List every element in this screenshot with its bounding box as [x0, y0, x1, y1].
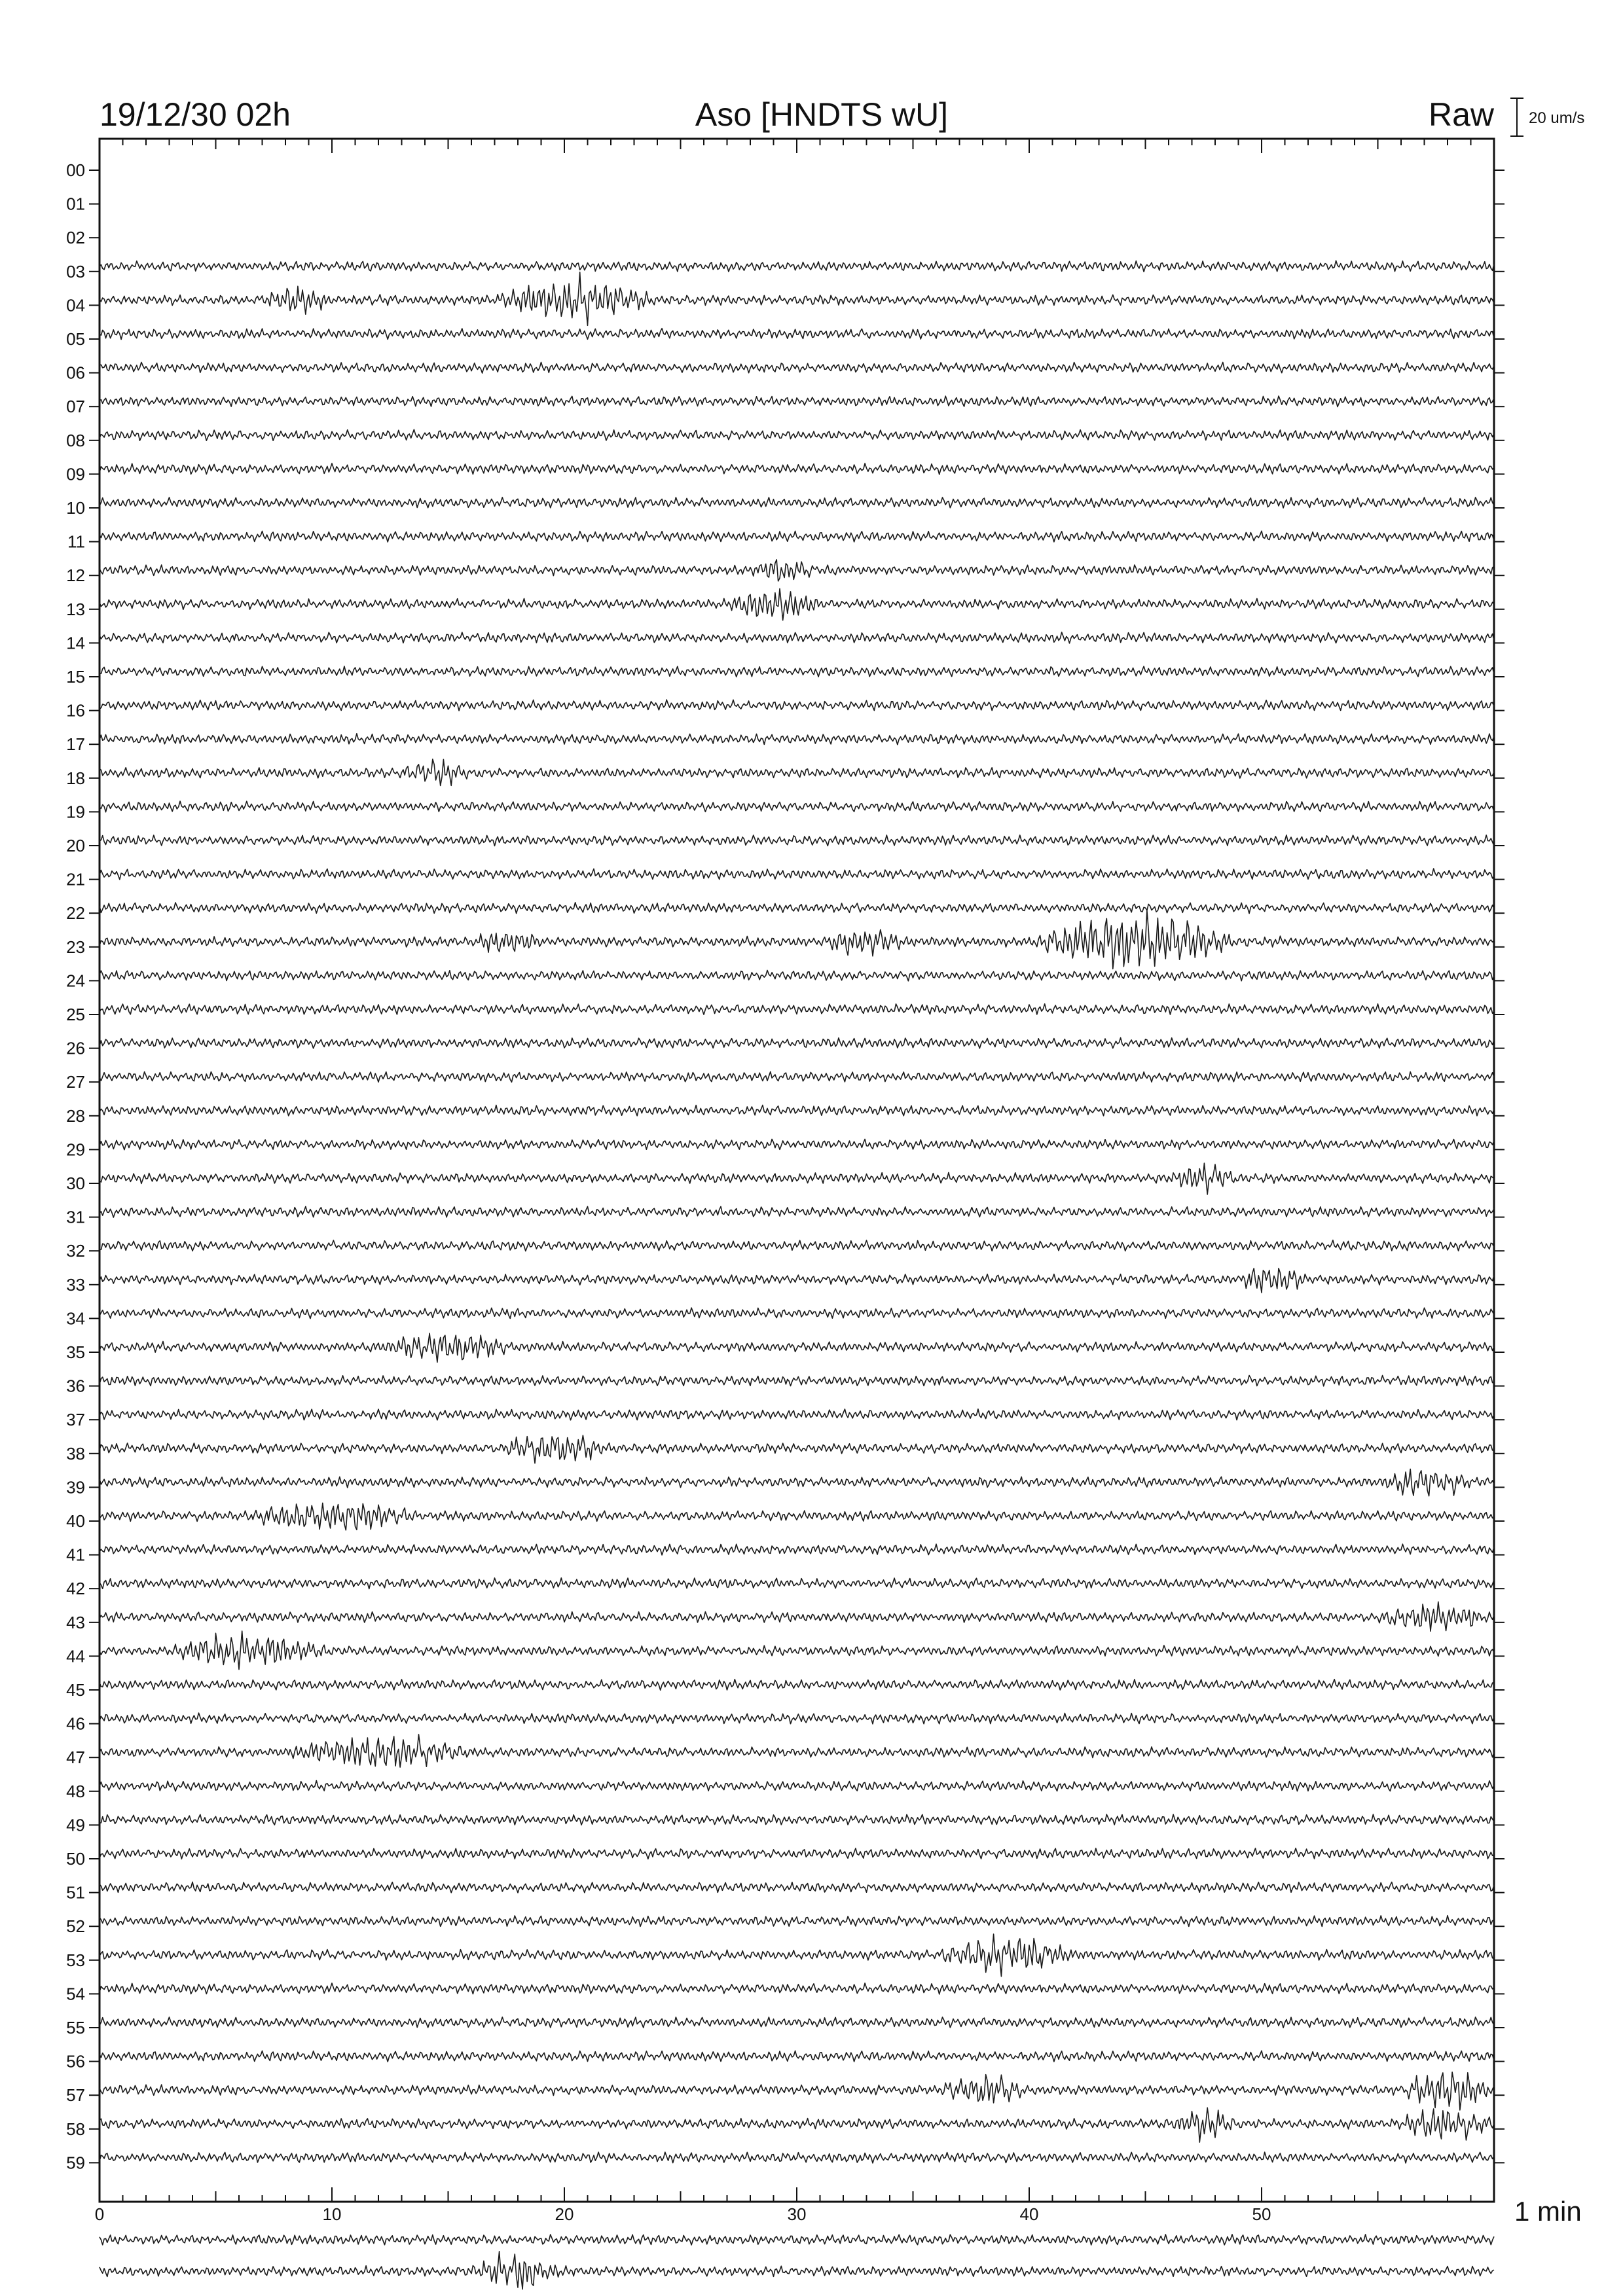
row-label: 51: [66, 1882, 85, 1903]
chart-title: Aso [HNDTS wU]: [695, 96, 949, 133]
x-tick-label: 20: [555, 2204, 574, 2224]
trace-line: [100, 1781, 1494, 1791]
trace-line: [100, 1631, 1494, 1670]
row-label: 27: [66, 1072, 85, 1092]
trace-line: [100, 700, 1494, 711]
row-label: 23: [66, 937, 85, 957]
row-label: 52: [66, 1916, 85, 1937]
row-label: 24: [66, 971, 85, 991]
row-label: 05: [66, 329, 85, 349]
row-labels: [66, 160, 1504, 2172]
trace-line: [100, 1469, 1494, 1496]
trace-line: [100, 632, 1494, 643]
row-label: 25: [66, 1005, 85, 1024]
row-label: 32: [66, 1241, 85, 1261]
trace-line: [100, 1333, 1494, 1362]
row-label: 34: [66, 1308, 85, 1329]
trace-line: [100, 801, 1494, 812]
trace-line: [100, 260, 1494, 272]
amplitude-scale-bar: [1510, 98, 1523, 136]
trace-line: [100, 396, 1494, 406]
trace-line: [100, 2251, 1494, 2289]
trace-line: [100, 1435, 1494, 1463]
trace-line: [100, 588, 1494, 620]
row-label: 21: [66, 869, 85, 889]
trace-line: [100, 429, 1494, 440]
trace-line: [100, 2152, 1494, 2163]
seismic-traces: [100, 260, 1494, 2289]
trace-line: [100, 531, 1494, 542]
row-label: 46: [66, 1713, 85, 1734]
trace-line: [100, 560, 1494, 581]
row-label: 37: [66, 1410, 85, 1430]
trace-line: [100, 2017, 1494, 2028]
trace-line: [100, 1376, 1494, 1386]
trace-line: [100, 1934, 1494, 1977]
top-minor-ticks: [100, 139, 1494, 153]
trace-line: [100, 903, 1494, 914]
trace-line: [100, 1268, 1494, 1293]
trace-line: [100, 2072, 1494, 2110]
trace-line: [100, 1139, 1494, 1150]
x-tick-label: 0: [94, 2204, 105, 2224]
row-label: 56: [66, 2051, 85, 2072]
plot-frame: [100, 139, 1494, 2202]
bottom-minor-ticks: [100, 2187, 1494, 2202]
trace-line: [100, 497, 1494, 508]
row-label: 03: [66, 261, 85, 281]
trace-line: [100, 272, 1494, 326]
trace-line: [100, 1071, 1494, 1082]
row-label: 36: [66, 1376, 85, 1396]
trace-line: [100, 1544, 1494, 1555]
trace-line: [100, 1409, 1494, 1420]
header-mode: Raw: [1428, 96, 1494, 133]
trace-line: [100, 1916, 1494, 1927]
x-axis: [95, 2204, 1271, 2224]
trace-line: [100, 734, 1494, 745]
row-label: 57: [66, 2085, 85, 2106]
row-label: 12: [66, 565, 85, 586]
row-label: 50: [66, 1849, 85, 1869]
row-label: 44: [66, 1646, 85, 1666]
trace-line: [100, 2051, 1494, 2062]
row-label: 17: [66, 734, 85, 755]
row-label: 47: [66, 1748, 85, 1768]
row-label: 58: [66, 2119, 85, 2139]
row-label: 18: [66, 768, 85, 788]
trace-line: [100, 666, 1494, 677]
row-label: 00: [66, 160, 85, 180]
trace-line: [100, 1105, 1494, 1116]
trace-line: [100, 869, 1494, 880]
row-label: 01: [66, 194, 85, 214]
row-label: 35: [66, 1342, 85, 1362]
row-label: 11: [67, 531, 85, 552]
trace-line: [100, 1679, 1494, 1691]
row-label: 42: [66, 1579, 85, 1599]
row-label: 40: [66, 1511, 85, 1531]
row-label: 20: [66, 836, 85, 855]
row-label: 53: [66, 1950, 85, 1970]
row-label: 15: [66, 667, 85, 687]
row-label: 02: [66, 228, 85, 248]
x-tick-label: 50: [1252, 2204, 1271, 2224]
trace-line: [100, 2108, 1494, 2142]
row-label: 59: [66, 2153, 85, 2173]
row-label: 16: [66, 700, 85, 721]
trace-line: [100, 1004, 1494, 1014]
trace-line: [100, 1163, 1494, 1194]
trace-line: [100, 2234, 1494, 2245]
trace-line: [100, 1602, 1494, 1631]
trace-line: [100, 1578, 1494, 1589]
x-tick-label: 30: [787, 2204, 807, 2224]
header-datetime: 19/12/30 02h: [100, 96, 291, 133]
row-label: 41: [66, 1545, 85, 1565]
trace-line: [100, 971, 1494, 981]
trace-line: [100, 910, 1494, 969]
row-label: 54: [66, 1984, 85, 2004]
row-label: 49: [66, 1815, 85, 1835]
row-label: 28: [66, 1105, 85, 1126]
trace-line: [100, 1734, 1494, 1767]
row-label: 31: [66, 1207, 85, 1227]
row-label: 07: [66, 397, 85, 417]
row-label: 29: [66, 1139, 85, 1160]
trace-line: [100, 1240, 1494, 1251]
trace-line: [100, 1814, 1494, 1825]
row-label: 43: [66, 1612, 85, 1632]
row-label: 22: [66, 903, 85, 924]
trace-line: [100, 1983, 1494, 1994]
row-label: 13: [66, 599, 85, 619]
time-unit-label: 1 min: [1514, 2196, 1582, 2227]
trace-line: [100, 1308, 1494, 1318]
trace-line: [100, 363, 1494, 374]
row-label: 19: [66, 802, 85, 822]
trace-line: [100, 1206, 1494, 1217]
trace-line: [100, 1882, 1494, 1893]
trace-line: [100, 1713, 1494, 1724]
trace-line: [100, 1503, 1494, 1530]
trace-line: [100, 1848, 1494, 1859]
row-label: 26: [66, 1038, 85, 1058]
trace-line: [100, 759, 1494, 786]
row-label: 06: [66, 363, 85, 383]
row-label: 14: [66, 633, 85, 653]
trace-line: [100, 463, 1494, 475]
row-label: 10: [66, 498, 85, 518]
row-label: 45: [66, 1680, 85, 1700]
x-tick-label: 40: [1019, 2204, 1039, 2224]
x-tick-label: 10: [322, 2204, 342, 2224]
trace-line: [100, 1038, 1494, 1049]
row-label: 33: [66, 1274, 85, 1295]
row-label: 55: [66, 2018, 85, 2037]
row-label: 04: [66, 295, 85, 315]
row-label: 08: [66, 430, 85, 450]
row-label: 39: [66, 1477, 85, 1498]
trace-line: [100, 835, 1494, 846]
trace-line: [100, 329, 1494, 340]
row-label: 09: [66, 464, 85, 484]
row-label: 30: [66, 1174, 85, 1193]
amplitude-scale-label: 20 um/s: [1529, 109, 1585, 127]
row-label: 48: [66, 1781, 85, 1801]
row-label: 38: [66, 1443, 85, 1463]
